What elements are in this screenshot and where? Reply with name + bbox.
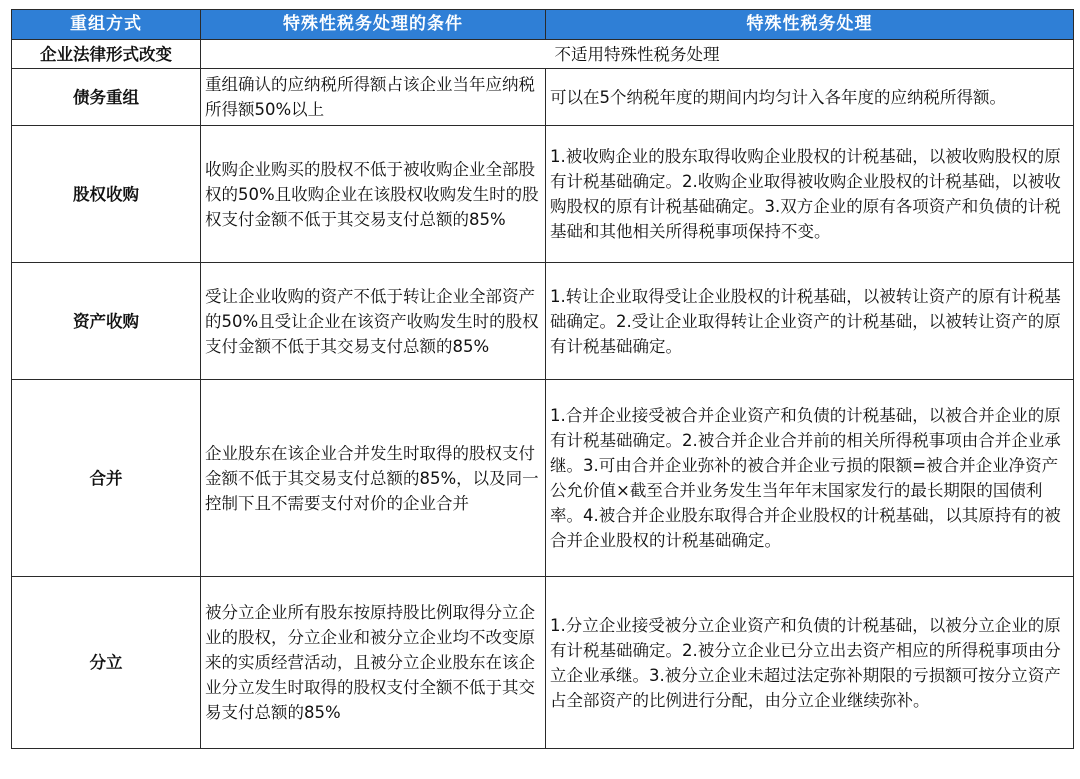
row-condition-merger: 企业股东在该企业合并发生时取得的股权支付金额不低于其交易支付总额的85%，以及同一控制下且不需要支付对价的企业合并 bbox=[201, 380, 546, 577]
row-condition-debt: 重组确认的应纳税所得额占该企业当年应纳税所得额50%以上 bbox=[201, 69, 546, 126]
row-merged-not-applicable: 不适用特殊性税务处理 bbox=[201, 40, 1074, 69]
header-row bbox=[12, 10, 1074, 40]
row-treatment-merger: 1.合并企业接受被合并企业资产和负债的计税基础，以被合并企业的原有计税基础确定。2.被合并企业合并前的相关所得税事项由合并企业承继。3.可由合并企业弥补的被合并企业亏损的限额=被合并企业净资产公允价值×截至合并业务发生当年年末国家发行的最长期限的国债利率。4.被合并企业股东取得合并企业股权的计税基础，以其原持有的被合并企业股权的计税基础确定。 bbox=[546, 380, 1074, 577]
row-type-merger: 合并 bbox=[12, 380, 201, 577]
row-type-debt: 债务重组 bbox=[12, 69, 201, 126]
header-reorg-type: 重组方式 bbox=[12, 10, 201, 40]
row-treatment-split: 1.分立企业接受被分立企业资产和负债的计税基础，以被分立企业的原有计税基础确定。2.被分立企业已分立出去资产相应的所得税事项由分立企业承继。3.被分立企业未超过法定弥补期限的亏损额可按分立资产占全部资产的比例进行分配，由分立企业继续弥补。 bbox=[546, 577, 1074, 749]
table-row bbox=[12, 577, 1074, 749]
row-type-equity-acq: 股权收购 bbox=[12, 126, 201, 263]
table-row bbox=[12, 69, 1074, 126]
table-row bbox=[12, 40, 1074, 69]
tax-treatment-table bbox=[11, 9, 1074, 749]
row-type-asset-acq: 资产收购 bbox=[12, 263, 201, 380]
header-conditions: 特殊性税务处理的条件 bbox=[201, 10, 546, 40]
row-condition-split: 被分立企业所有股东按原持股比例取得分立企业的股权，分立企业和被分立企业均不改变原来的实质经营活动，且被分立企业股东在该企业分立发生时取得的股权支付全额不低于其交易支付总额的85% bbox=[201, 577, 546, 749]
row-treatment-debt: 可以在5个纳税年度的期间内均匀计入各年度的应纳税所得额。 bbox=[546, 69, 1074, 126]
row-condition-equity-acq: 收购企业购买的股权不低于被收购企业全部股权的50%且收购企业在该股权收购发生时的股权支付金额不低于其交易支付总额的85% bbox=[201, 126, 546, 263]
row-treatment-equity-acq: 1.被收购企业的股东取得收购企业股权的计税基础，以被收购股权的原有计税基础确定。2.收购企业取得被收购企业股权的计税基础，以被收购股权的原有计税基础确定。3.双方企业的原有各项资产和负债的计税基础和其他相关所得税事项保持不变。 bbox=[546, 126, 1074, 263]
header-treatment: 特殊性税务处理 bbox=[546, 10, 1074, 40]
table-row bbox=[12, 380, 1074, 577]
table-row bbox=[12, 126, 1074, 263]
table-row bbox=[12, 263, 1074, 380]
row-condition-asset-acq: 受让企业收购的资产不低于转让企业全部资产的50%且受让企业在该资产收购发生时的股权支付金额不低于其交易支付总额的85% bbox=[201, 263, 546, 380]
row-treatment-asset-acq: 1.转让企业取得受让企业股权的计税基础，以被转让资产的原有计税基础确定。2.受让企业取得转让企业资产的计税基础，以被转让资产的原有计税基础确定。 bbox=[546, 263, 1074, 380]
row-type-split: 分立 bbox=[12, 577, 201, 749]
row-type-legal-form: 企业法律形式改变 bbox=[12, 40, 201, 69]
